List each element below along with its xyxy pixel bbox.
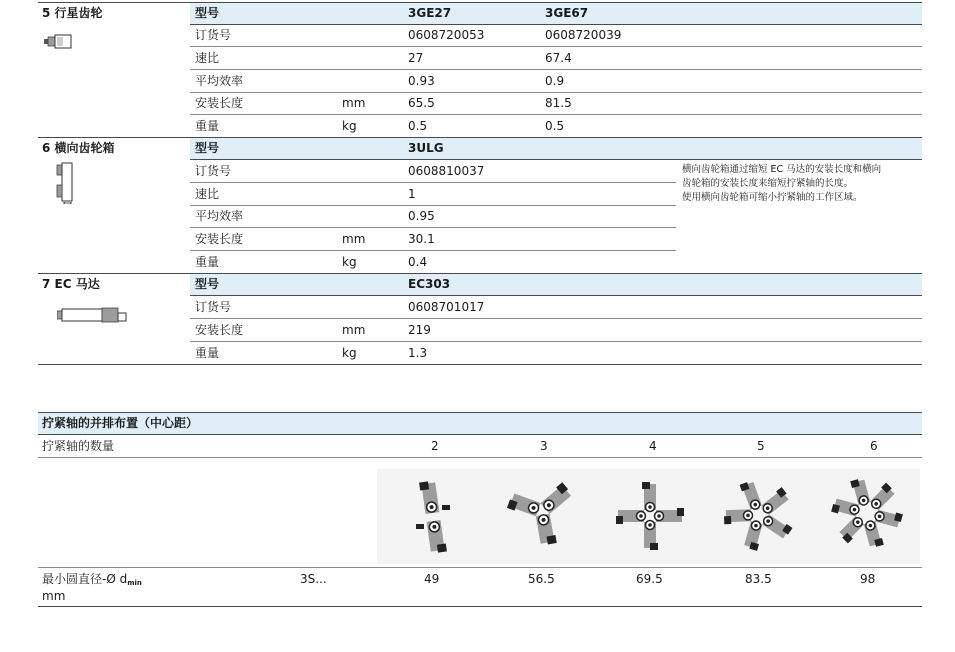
row-label: 订货号 bbox=[195, 164, 232, 178]
series-label: 3S... bbox=[300, 572, 327, 586]
min-circle-label-text: 最小圆直径-Ø d bbox=[42, 572, 128, 586]
row-unit: kg bbox=[342, 119, 357, 133]
row-label: 重量 bbox=[195, 255, 220, 269]
min-circle-label bbox=[42, 572, 142, 590]
section5-type-label: 型号 bbox=[195, 6, 220, 20]
row-label: 速比 bbox=[195, 187, 220, 201]
section6-note-line-1: 横向齿轮箱通过缩短 EC 马达的安装长度和横向 bbox=[682, 164, 882, 175]
row-label: 安装长度 bbox=[195, 96, 244, 110]
divider bbox=[190, 227, 676, 228]
divider bbox=[190, 46, 922, 47]
section6-title: 6 横向齿轮箱 bbox=[42, 141, 115, 155]
row-value: 0.4 bbox=[408, 255, 428, 269]
row-value: 0608810037 bbox=[408, 164, 485, 178]
min-circle-value-4: 69.5 bbox=[636, 572, 663, 586]
section6-header-bg bbox=[190, 138, 922, 159]
divider bbox=[38, 434, 922, 435]
layout-title: 拧紧轴的并排布置（中心距） bbox=[42, 416, 199, 430]
row-label: 安装长度 bbox=[195, 323, 244, 337]
row-value: 1.3 bbox=[408, 346, 428, 360]
count-label: 拧紧轴的数量 bbox=[42, 439, 115, 453]
section7-type-label: 型号 bbox=[195, 277, 220, 291]
section6-type-label: 型号 bbox=[195, 141, 220, 155]
row-label: 订货号 bbox=[195, 300, 232, 314]
row-label: 平均效率 bbox=[195, 209, 244, 223]
row-value: 0.95 bbox=[408, 209, 435, 223]
section-bottom-rule bbox=[38, 364, 922, 365]
row-value: 0608720039 bbox=[545, 28, 622, 42]
row-value: 67.4 bbox=[545, 51, 572, 65]
row-unit: mm bbox=[342, 232, 366, 246]
spindle-arrangement-4-icon bbox=[612, 478, 688, 554]
min-circle-value-2: 49 bbox=[424, 572, 440, 586]
ec-motor-icon bbox=[57, 306, 127, 324]
section5-model-2: 3GE67 bbox=[545, 6, 589, 20]
divider bbox=[190, 318, 922, 319]
count-6: 6 bbox=[870, 439, 878, 453]
section7-title: 7 EC 马达 bbox=[42, 277, 100, 291]
count-2: 2 bbox=[431, 439, 439, 453]
min-circle-subscript: min bbox=[127, 579, 142, 587]
spindle-arrangement-2-icon bbox=[410, 474, 456, 560]
row-label: 速比 bbox=[195, 51, 220, 65]
divider bbox=[190, 114, 922, 115]
section6-note-line-2: 齿轮箱的安装长度来缩短拧紧轴的长度。 bbox=[682, 178, 854, 189]
divider bbox=[38, 567, 922, 568]
count-5: 5 bbox=[757, 439, 765, 453]
spindle-arrangement-5-icon bbox=[720, 476, 798, 554]
row-value: 1 bbox=[408, 187, 416, 201]
divider bbox=[190, 69, 922, 70]
row-value: 30.1 bbox=[408, 232, 435, 246]
count-3: 3 bbox=[540, 439, 548, 453]
divider bbox=[190, 250, 676, 251]
row-value: 0.9 bbox=[545, 74, 565, 88]
planetary-gear-icon bbox=[44, 34, 74, 50]
row-unit: kg bbox=[342, 255, 357, 269]
min-circle-unit: mm bbox=[42, 589, 66, 603]
section6-model-1: 3ULG bbox=[408, 141, 444, 155]
row-value: 0608720053 bbox=[408, 28, 485, 42]
row-value: 0608701017 bbox=[408, 300, 485, 314]
section6-note-line-3: 使用横向齿轮箱可缩小拧紧轴的工作区域。 bbox=[682, 192, 863, 203]
min-circle-value-6: 98 bbox=[860, 572, 876, 586]
row-label: 重量 bbox=[195, 346, 220, 360]
row-value: 0.5 bbox=[408, 119, 428, 133]
divider bbox=[38, 457, 922, 458]
divider bbox=[190, 159, 922, 160]
min-circle-value-3: 56.5 bbox=[528, 572, 555, 586]
row-value: 81.5 bbox=[545, 96, 572, 110]
row-value: 27 bbox=[408, 51, 424, 65]
divider bbox=[190, 295, 922, 296]
row-label: 安装长度 bbox=[195, 232, 244, 246]
row-value: 0.93 bbox=[408, 74, 435, 88]
row-unit: mm bbox=[342, 96, 366, 110]
row-unit: kg bbox=[342, 346, 357, 360]
row-label: 订货号 bbox=[195, 28, 232, 42]
row-value: 219 bbox=[408, 323, 431, 337]
row-unit: mm bbox=[342, 323, 366, 337]
divider bbox=[190, 341, 922, 342]
spindle-arrangement-6-icon bbox=[828, 474, 906, 552]
section5-title: 5 行星齿轮 bbox=[42, 6, 103, 20]
row-label: 平均效率 bbox=[195, 74, 244, 88]
row-label: 重量 bbox=[195, 119, 220, 133]
section7-model-1: EC303 bbox=[408, 277, 451, 291]
row-value: 0.5 bbox=[545, 119, 565, 133]
divider bbox=[190, 24, 922, 25]
min-circle-value-5: 83.5 bbox=[745, 572, 772, 586]
section7-header-bg bbox=[190, 274, 922, 295]
row-value: 65.5 bbox=[408, 96, 435, 110]
layout-bottom-rule bbox=[38, 606, 922, 607]
spindle-arrangement-3-icon bbox=[505, 478, 579, 552]
section5-model-1: 3GE27 bbox=[408, 6, 452, 20]
count-4: 4 bbox=[649, 439, 657, 453]
divider bbox=[190, 205, 676, 206]
divider bbox=[190, 182, 676, 183]
divider bbox=[190, 92, 922, 93]
offset-gearbox-icon bbox=[54, 162, 76, 206]
